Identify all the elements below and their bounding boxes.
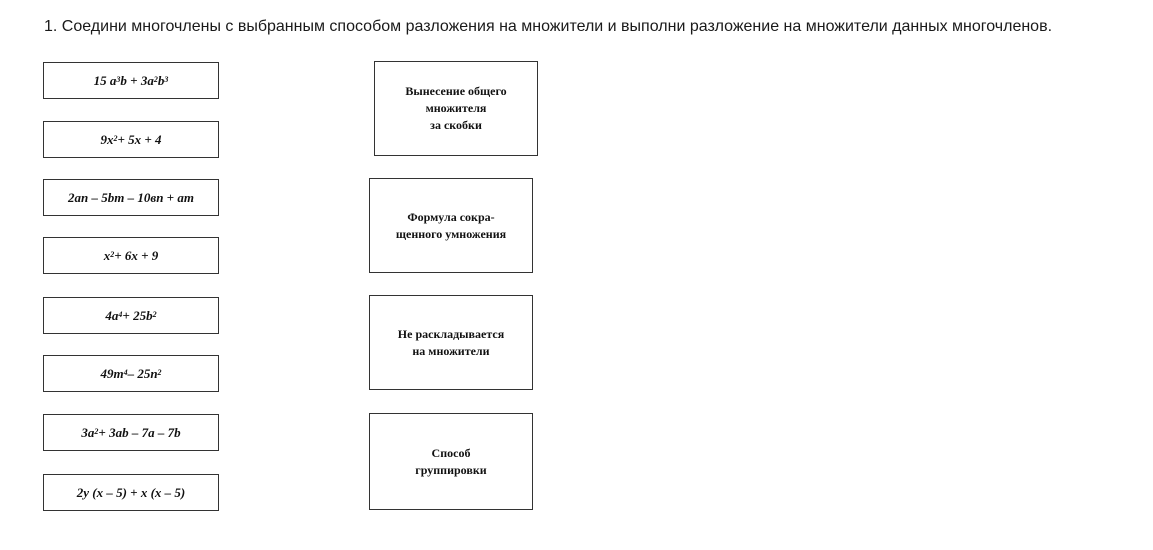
- method-box-grouping: [369, 413, 533, 510]
- polynomial-box-7: [43, 414, 219, 451]
- poly-text: + 3ab – 7a – 7b: [98, 424, 181, 440]
- poly-text: + 5x + 4: [117, 131, 162, 147]
- poly-text: 49m: [100, 365, 124, 381]
- polynomial-box-6: [43, 355, 219, 392]
- task-title: 1. Соедини многочлены с выбранным способом разложения на множители и выполни разложение на множители данных многочленов.: [44, 18, 1053, 35]
- method-line: Вынесение общего: [405, 84, 507, 98]
- poly-text: – 25n: [127, 365, 158, 381]
- poly-text: + 6x + 9: [114, 247, 159, 263]
- poly-exponent: 4: [123, 368, 128, 377]
- polynomial-box-8: [43, 474, 219, 511]
- polynomial-box-2: [43, 121, 219, 158]
- poly-exponent: 2: [113, 134, 118, 143]
- method-line: Способ: [431, 445, 471, 460]
- poly-exponent: 2: [153, 75, 158, 84]
- poly-text: 2an – 5bm – 10вn + am: [68, 189, 194, 205]
- polynomial-box-1: [43, 62, 219, 99]
- poly-exponent: 2: [94, 427, 99, 436]
- poly-text: 2y (x – 5) + x (x – 5): [76, 484, 186, 500]
- poly-text: x: [103, 247, 111, 263]
- method-box-abridged-multiplication: [369, 178, 533, 273]
- poly-text: b + 3a: [120, 72, 154, 88]
- polynomial-box-4: [43, 237, 219, 274]
- method-box-common-factor: [374, 61, 538, 156]
- method-line: множителя: [425, 101, 487, 115]
- poly-exponent: 2: [157, 368, 162, 377]
- poly-exponent: 2: [152, 310, 157, 319]
- polynomial-box-3: [43, 179, 219, 216]
- method-line: группировки: [415, 462, 487, 477]
- poly-text: b: [157, 72, 165, 88]
- poly-text: + 25b: [122, 307, 153, 323]
- poly-text: 9x: [100, 131, 114, 147]
- method-line: щенного умножения: [395, 226, 507, 241]
- method-line: Формула сокра-: [407, 209, 495, 224]
- poly-exponent: 4: [118, 310, 123, 319]
- poly-exponent: 2: [110, 250, 115, 259]
- method-box-not-factorable: [369, 295, 533, 390]
- poly-text: 4a: [105, 307, 119, 323]
- method-line: Не раскладывается: [397, 326, 505, 341]
- method-line: за скобки: [430, 118, 482, 132]
- poly-exponent: 3: [116, 75, 121, 84]
- poly-text: 15 a: [93, 72, 117, 88]
- polynomial-box-5: [43, 297, 219, 334]
- poly-text: 3a: [81, 424, 95, 440]
- method-line: на множители: [412, 343, 490, 358]
- poly-exponent: 3: [164, 75, 169, 84]
